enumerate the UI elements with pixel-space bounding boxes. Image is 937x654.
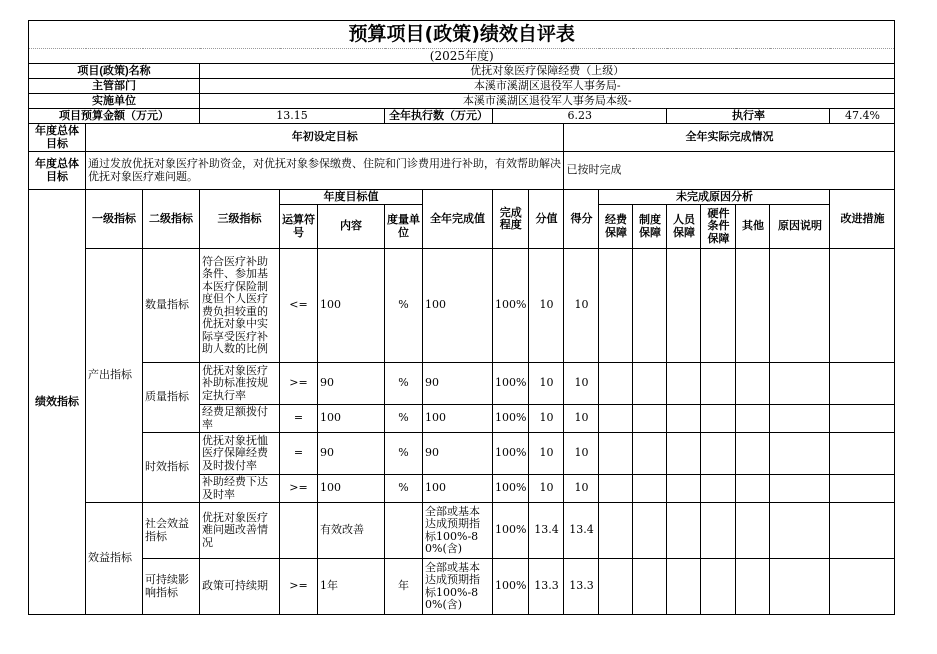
target-unit: % bbox=[385, 475, 423, 503]
indicator-name: 优抚对象抚恤医疗保障经费及时拨付率 bbox=[200, 433, 280, 475]
score-value: 10 bbox=[564, 249, 599, 363]
dept-value: 本溪市溪湖区退役军人事务局- bbox=[200, 79, 895, 94]
score-value: 10 bbox=[564, 405, 599, 433]
target-content: 90 bbox=[318, 433, 385, 475]
indicator-name: 政策可持续期 bbox=[200, 559, 280, 615]
degree-value: 100% bbox=[493, 405, 529, 433]
table-row bbox=[29, 363, 895, 405]
score-val-header: 分值 bbox=[529, 190, 564, 249]
lvl1-header: 一级指标 bbox=[86, 190, 143, 249]
full-year-value: 90 bbox=[423, 433, 493, 475]
score-val: 13.3 bbox=[529, 559, 564, 615]
target-unit: 年 bbox=[385, 559, 423, 615]
operator: = bbox=[280, 405, 318, 433]
annual-target-header: 年度目标值 bbox=[280, 190, 423, 205]
initial-goal-text: 通过发放优抚对象医疗补助资金，对优抚对象参保缴费、住院和门诊费用进行补助，有效帮助解决优抚对象医疗难问题。 bbox=[86, 152, 564, 190]
op-header: 运算符号 bbox=[280, 205, 318, 249]
score-val: 10 bbox=[529, 475, 564, 503]
indicator-name: 经费足额拨付率 bbox=[200, 405, 280, 433]
rate-label: 执行率 bbox=[667, 109, 830, 124]
degree-value: 100% bbox=[493, 503, 529, 559]
degree-header: 完成程度 bbox=[493, 190, 529, 249]
reason-analysis-header: 未完成原因分析 bbox=[599, 190, 830, 205]
budget-label: 项目预算金额（万元） bbox=[29, 109, 200, 124]
table-row bbox=[29, 559, 895, 615]
operator bbox=[280, 503, 318, 559]
reason-system-header: 制度保障 bbox=[633, 205, 667, 249]
group-timeliness: 时效指标 bbox=[143, 433, 200, 503]
degree-value: 100% bbox=[493, 249, 529, 363]
degree-value: 100% bbox=[493, 475, 529, 503]
indicator-name: 补助经费下达及时率 bbox=[200, 475, 280, 503]
exec-value: 6.23 bbox=[493, 109, 667, 124]
reason-hardware-header: 硬件条件保障 bbox=[701, 205, 736, 249]
unit-label: 实施单位 bbox=[29, 94, 200, 109]
indicator-name: 优抚对象医疗难问题改善情况 bbox=[200, 503, 280, 559]
full-year-value: 100 bbox=[423, 475, 493, 503]
operator: <= bbox=[280, 249, 318, 363]
group-benefit: 效益指标 bbox=[86, 503, 143, 615]
target-unit: % bbox=[385, 249, 423, 363]
indicator-name: 符合医疗补助条件、参加基本医疗保险制度但个人医疗费负担较重的优抚对象中实际享受医疗补助人数的比例 bbox=[200, 249, 280, 363]
target-content: 100 bbox=[318, 475, 385, 503]
full-year-value: 全部或基本达成预期指标100%-80%(含) bbox=[423, 503, 493, 559]
score-val: 10 bbox=[529, 433, 564, 475]
score-val: 10 bbox=[529, 405, 564, 433]
operator: >= bbox=[280, 559, 318, 615]
actual-header: 全年实际完成情况 bbox=[564, 124, 895, 152]
full-year-header: 全年完成值 bbox=[423, 190, 493, 249]
lvl3-header: 三级指标 bbox=[200, 190, 280, 249]
group-sustain: 可持续影响指标 bbox=[143, 559, 200, 615]
table-row bbox=[29, 433, 895, 475]
score-value: 13.4 bbox=[564, 503, 599, 559]
improve-header: 改进措施 bbox=[830, 190, 895, 249]
score-val: 10 bbox=[529, 249, 564, 363]
full-year-value: 全部或基本达成预期指标100%-80%(含) bbox=[423, 559, 493, 615]
degree-value: 100% bbox=[493, 559, 529, 615]
group-quantity: 数量指标 bbox=[143, 249, 200, 363]
score-val: 10 bbox=[529, 363, 564, 405]
reason-note-header: 原因说明 bbox=[770, 205, 830, 249]
perf-label: 绩效指标 bbox=[29, 190, 86, 615]
target-content: 90 bbox=[318, 363, 385, 405]
year-label: (2025年度) bbox=[29, 49, 895, 64]
content-header: 内容 bbox=[318, 205, 385, 249]
project-name: 优抚对象医疗保障经费（上级） bbox=[200, 64, 895, 79]
project-name-label: 项目(政策)名称 bbox=[29, 64, 200, 79]
table-row bbox=[29, 249, 895, 363]
page-title: 预算项目(政策)绩效自评表 bbox=[29, 21, 895, 49]
lvl2-header: 二级指标 bbox=[143, 190, 200, 249]
operator: = bbox=[280, 433, 318, 475]
operator: >= bbox=[280, 363, 318, 405]
operator: >= bbox=[280, 475, 318, 503]
table-row bbox=[29, 503, 895, 559]
full-year-value: 90 bbox=[423, 363, 493, 405]
group-output: 产出指标 bbox=[86, 249, 143, 503]
score-value: 10 bbox=[564, 363, 599, 405]
goal-label-2: 年度总体目标 bbox=[29, 152, 86, 190]
score-value: 10 bbox=[564, 433, 599, 475]
score-value: 10 bbox=[564, 475, 599, 503]
evaluation-table bbox=[28, 20, 895, 615]
exec-label: 全年执行数（万元） bbox=[385, 109, 493, 124]
unit-header: 度量单位 bbox=[385, 205, 423, 249]
actual-text: 已按时完成 bbox=[564, 152, 895, 190]
target-content: 100 bbox=[318, 405, 385, 433]
target-unit: % bbox=[385, 363, 423, 405]
evaluation-sheet bbox=[28, 20, 895, 615]
target-unit: % bbox=[385, 405, 423, 433]
score-header: 得分 bbox=[564, 190, 599, 249]
degree-value: 100% bbox=[493, 363, 529, 405]
initial-goal-header: 年初设定目标 bbox=[86, 124, 564, 152]
score-val: 13.4 bbox=[529, 503, 564, 559]
target-unit bbox=[385, 503, 423, 559]
budget-value: 13.15 bbox=[200, 109, 385, 124]
group-social: 社会效益指标 bbox=[143, 503, 200, 559]
target-content: 有效改善 bbox=[318, 503, 385, 559]
dept-label: 主管部门 bbox=[29, 79, 200, 94]
target-content: 1年 bbox=[318, 559, 385, 615]
full-year-value: 100 bbox=[423, 405, 493, 433]
group-quality: 质量指标 bbox=[143, 363, 200, 433]
reason-staff-header: 人员保障 bbox=[667, 205, 701, 249]
indicator-name: 优抚对象医疗补助标准按规定执行率 bbox=[200, 363, 280, 405]
reason-other-header: 其他 bbox=[736, 205, 770, 249]
unit-value: 本溪市溪湖区退役军人事务局本级- bbox=[200, 94, 895, 109]
reason-funding-header: 经费保障 bbox=[599, 205, 633, 249]
rate-value: 47.4% bbox=[830, 109, 895, 124]
score-value: 13.3 bbox=[564, 559, 599, 615]
goal-label: 年度总体目标 bbox=[29, 124, 86, 152]
degree-value: 100% bbox=[493, 433, 529, 475]
target-unit: % bbox=[385, 433, 423, 475]
full-year-value: 100 bbox=[423, 249, 493, 363]
target-content: 100 bbox=[318, 249, 385, 363]
